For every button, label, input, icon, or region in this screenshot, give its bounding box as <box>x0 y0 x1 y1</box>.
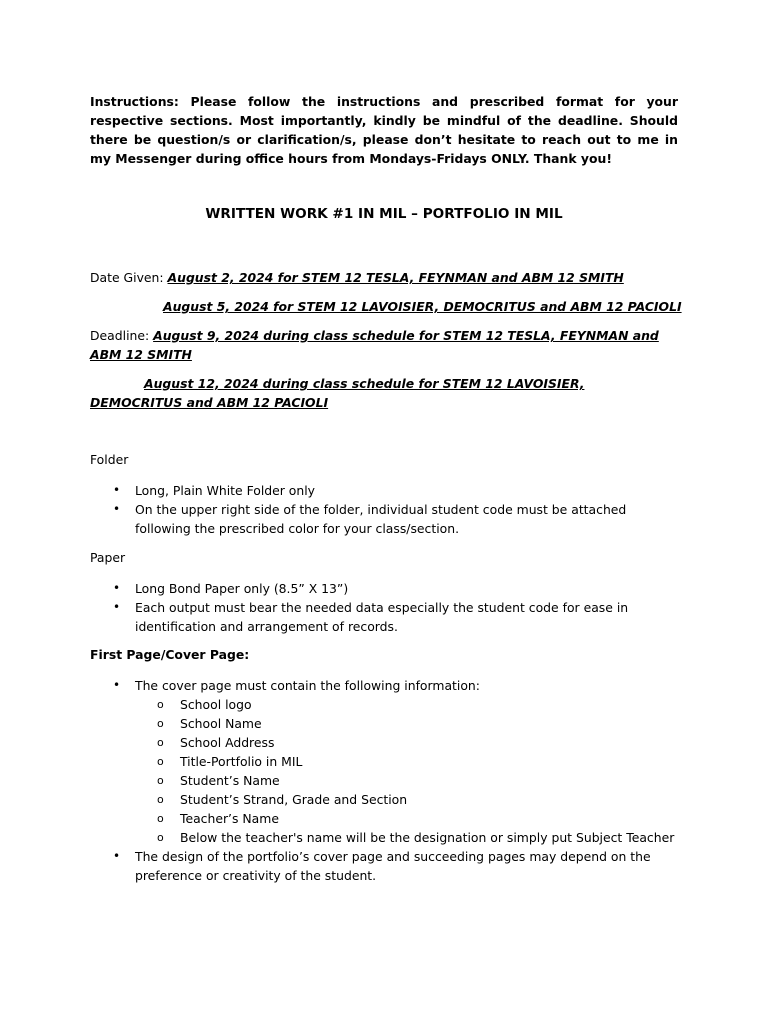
list-item: • Long, Plain White Folder only <box>113 483 316 498</box>
date-given-second: August 5, 2024 for STEM 12 LAVOISIER, DEMOCRITUS and ABM 12 PACIOLI <box>163 299 682 314</box>
sublist-item: o Student’s Strand, Grade and Section <box>157 792 408 807</box>
sublist-item: o Student’s Name <box>157 773 280 788</box>
circle-bullet-icon: o <box>157 774 164 787</box>
sublist-item: o School Address <box>157 735 275 750</box>
cover-closing: The design of the portfolio’s cover page and succeeding pages may depend on the preference or creativity of the student. <box>135 849 651 883</box>
deadline-first-block <box>90 326 678 364</box>
deadline-second: August 12, 2024 during class schedule for STEM 12 LAVOISIER, DEMOCRITUS and ABM 12 PACIOLI <box>90 376 585 410</box>
sublist-item: o School Name <box>157 716 262 731</box>
cover-heading: First Page/Cover Page: <box>90 647 250 662</box>
list-item: • On the upper right side of the folder, individual student code must be attached following the prescribed color for your class/section. <box>113 502 627 536</box>
folder-list <box>90 481 678 538</box>
date-given-line <box>90 268 624 287</box>
bullet-icon: • <box>113 678 121 692</box>
sublist-item: o School logo <box>157 697 252 712</box>
cover-list <box>90 676 678 885</box>
bullet-icon: • <box>113 600 121 614</box>
sublist-item: o Teacher’s Name <box>157 811 279 826</box>
paper-list <box>90 579 678 636</box>
circle-bullet-icon: o <box>157 831 164 844</box>
deadline-second-block <box>90 374 678 412</box>
cover-intro: The cover page must contain the following information: <box>135 678 480 693</box>
instructions-paragraph: Instructions: Please follow the instructions and prescribed format for your respective sections. Most importantly, kindly be mindful of the deadline. Should there be question/s or clarification/s, please don’t hesitate to reach out to me in my Messenger during office hours from Mondays-Fridays ONLY. Thank you! <box>90 94 678 166</box>
bullet-icon: • <box>113 502 121 516</box>
deadline-label: Deadline: <box>90 328 154 343</box>
deadline-first: August 9, 2024 during class schedule for STEM 12 TESLA, FEYNMAN and ABM 12 SMITH <box>90 328 659 362</box>
date-given-second-line <box>163 297 682 316</box>
circle-bullet-icon: o <box>157 812 164 825</box>
circle-bullet-icon: o <box>157 717 164 730</box>
list-item <box>90 847 678 885</box>
circle-bullet-icon: o <box>157 698 164 711</box>
paper-heading: Paper <box>90 550 126 565</box>
cover-sublist <box>135 695 678 847</box>
list-item <box>90 676 678 847</box>
date-given-label: Date Given: <box>90 270 168 285</box>
date-given-first: August 2, 2024 for STEM 12 TESLA, FEYNMAN and ABM 12 SMITH <box>167 270 624 285</box>
bullet-icon: • <box>113 581 121 595</box>
list-item: • Long Bond Paper only (8.5” X 13”) <box>113 581 349 596</box>
circle-bullet-icon: o <box>157 736 164 749</box>
folder-heading: Folder <box>90 452 129 467</box>
sublist-item: o Title-Portfolio in MIL <box>157 754 303 769</box>
bullet-icon: • <box>113 483 121 497</box>
document-title: WRITTEN WORK #1 IN MIL – PORTFOLIO IN MIL <box>205 206 563 222</box>
sublist-item: o Below the teacher's name will be the designation or simply put Subject Teacher <box>157 830 675 845</box>
list-item: • Each output must bear the needed data especially the student code for ease in identification and arrangement of records. <box>113 600 629 634</box>
circle-bullet-icon: o <box>157 793 164 806</box>
bullet-icon: • <box>113 849 121 863</box>
circle-bullet-icon: o <box>157 755 164 768</box>
